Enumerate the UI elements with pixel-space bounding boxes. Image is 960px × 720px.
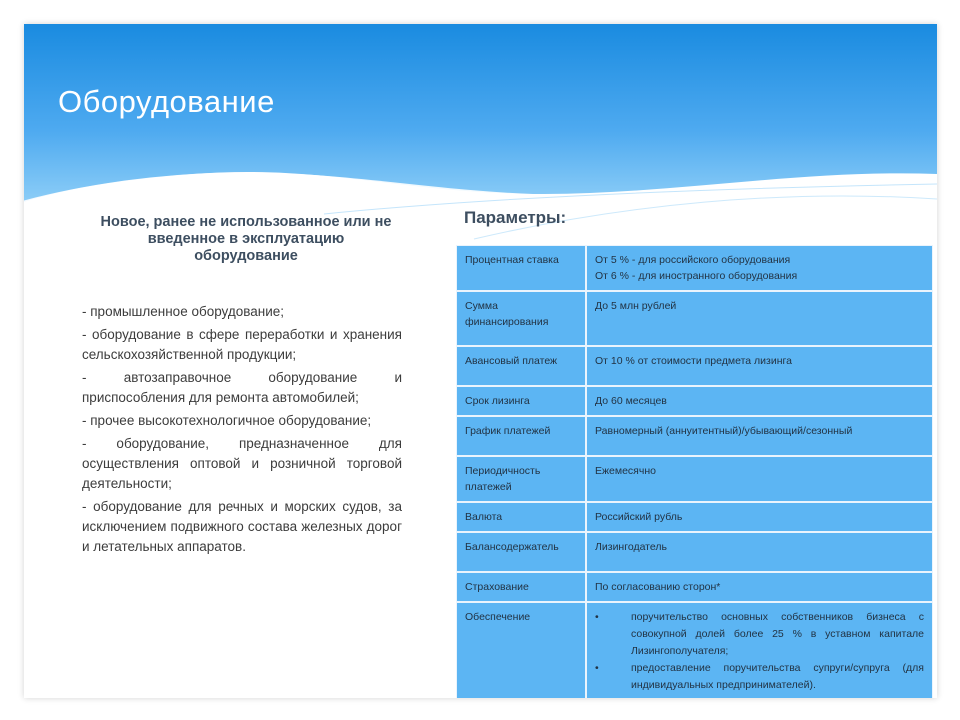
- rate-foreign: От 6 % - для иностранного оборудования: [595, 270, 798, 282]
- row-value: От 10 % от стоимости предмета лизинга: [586, 346, 933, 386]
- list-item: - оборудование для речных и морских судов, за исключением подвижного состава железных дорог и летательных аппаратов.: [82, 499, 402, 554]
- slide-title: Оборудование: [58, 84, 275, 119]
- row-label: График платежей: [456, 416, 586, 456]
- list-item: [595, 609, 924, 660]
- row-label: Периодичность платежей: [456, 456, 586, 502]
- table-row: [456, 245, 933, 291]
- row-label: Процентная ставка: [456, 245, 586, 291]
- list-item: - промышленное оборудование;: [82, 304, 285, 319]
- row-value: [586, 245, 933, 291]
- row-label: Обеспечение: [456, 602, 586, 698]
- row-value: [586, 602, 933, 698]
- bullet-icon: •: [595, 662, 599, 674]
- row-value: Ежемесячно: [586, 456, 933, 502]
- equipment-list: [82, 302, 402, 560]
- ensure-text: предоставление поручительства супруги/супруга (для индивидуальных предпринимателей).: [631, 662, 924, 691]
- table-row: [456, 386, 933, 416]
- ensure-text: поручительство основных собственников бизнеса с совокупной долей более 25 % в уставном капитале Лизингополучателя;: [631, 611, 924, 657]
- list-item: [595, 660, 924, 694]
- row-label: Балансодержатель: [456, 532, 586, 572]
- row-label: Сумма финансирования: [456, 291, 586, 346]
- table-row: [456, 602, 933, 698]
- table-row: [456, 456, 933, 502]
- row-label: Авансовый платеж: [456, 346, 586, 386]
- slide: [24, 24, 937, 698]
- row-label: Срок лизинга: [456, 386, 586, 416]
- list-item: - оборудование, предназначенное для осуществления оптовой и розничной торговой деятельности;: [82, 436, 402, 491]
- bullet-icon: •: [595, 611, 599, 623]
- row-value: До 60 месяцев: [586, 386, 933, 416]
- table-row: [456, 291, 933, 346]
- params-table: [456, 245, 933, 698]
- table-row: [456, 346, 933, 386]
- row-label: Валюта: [456, 502, 586, 532]
- list-item: - автозаправочное оборудование и приспособления для ремонта автомобилей;: [82, 370, 402, 405]
- row-value: По согласованию сторон*: [586, 572, 933, 602]
- rate-russian: От 5 % - для российского оборудования: [595, 254, 791, 266]
- row-value: Равномерный (аннуитентный)/убывающий/сезонный: [586, 416, 933, 456]
- list-item: - оборудование в сфере переработки и хранения сельскохозяйственной продукции;: [82, 327, 402, 362]
- list-item: - прочее высокотехнологичное оборудование;: [82, 413, 372, 428]
- left-heading: Новое, ранее не использованное или не введенное в эксплуатацию оборудование: [100, 214, 392, 264]
- table-row: [456, 416, 933, 456]
- table-row: [456, 532, 933, 572]
- row-value: Лизингодатель: [586, 532, 933, 572]
- table-row: [456, 572, 933, 602]
- params-heading: Параметры:: [464, 208, 567, 227]
- table-row: [456, 502, 933, 532]
- row-label: Страхование: [456, 572, 586, 602]
- row-value: До 5 млн рублей: [586, 291, 933, 346]
- row-value: Российский рубль: [586, 502, 933, 532]
